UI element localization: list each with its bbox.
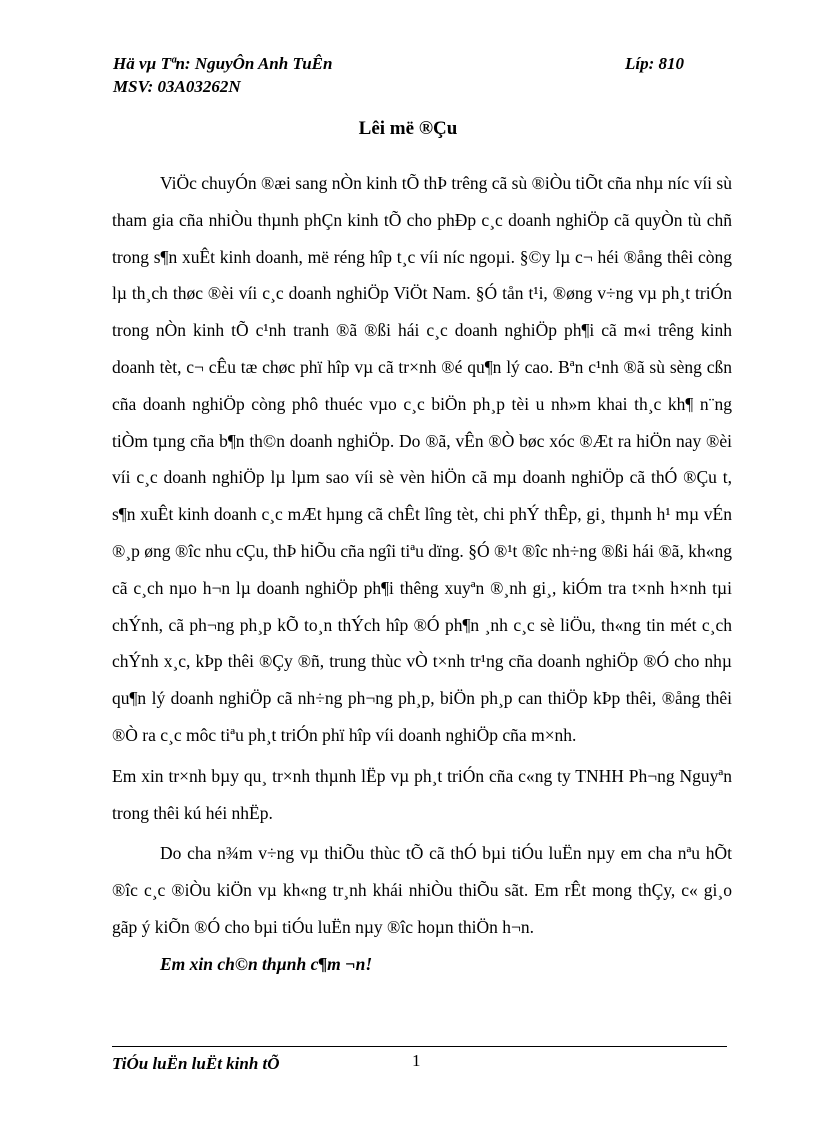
class-label: Líp: 810 <box>625 54 685 73</box>
paragraph-presentation: Em xin tr×nh bµy qu¸ tr×nh thµnh lËp vµ ph¸t triÓn cña c«ng ty TNHH Ph¬ng Nguyªn trong thêi kú héi nhËp. <box>112 765 732 823</box>
closing-thanks: Em xin ch©n thµnh c¶m ¬n! <box>160 953 373 974</box>
student-name: Hä vµ Tªn: NguyÔn Anh TuÊn <box>113 54 333 73</box>
page-number: 1 <box>412 1051 421 1070</box>
body-text <box>112 165 732 983</box>
footer-divider <box>112 1046 727 1047</box>
footer-title: TiÓu luËn luËt kinh tÕ <box>112 1054 280 1073</box>
paragraph-limitations: Do cha n¾m v÷ng vµ thiÕu thùc tÕ cã thÓ bµi tiÓu luËn nµy em cha nªu hÕt ®îc c¸c ®iÒu kiÖn vµ kh«ng tr¸nh khái nhiÒu thiÕu sãt. Em rÊt mong thÇy, c« gi¸o gãp ý kiÕn ®Ó cho bµi tiÓu luËn nµy ®îc hoµn thiÖn h¬n. <box>112 843 732 937</box>
paragraph-intro: ViÖc chuyÓn ®æi sang nÒn kinh tÕ thÞ trêng cã sù ®iÒu tiÕt cña nhµ níc víi sù tham gia cña nhiÒu thµnh phÇn kinh tÕ cho phÐp c¸c doanh nghiÖp cã quyÒn tù chñ trong s¶n xuÊt kinh doanh, më réng hîp t¸c víi níc ngoµi. §©y lµ c¬ héi ®ång thêi còng lµ th¸ch thøc ®èi víi c¸c doanh nghiÖp ViÖt Nam. §Ó tån t¹i, ®øng v÷ng vµ ph¸t triÓn trong nÒn kinh tÕ c¹nh tranh ®ã ®ßi hái c¸c doanh nghiÖp ph¶i cã m«i trêng kinh doanh tèt, c¬ cÊu tæ chøc phï hîp vµ cã tr×nh ®é qu¶n lý cao. Bªn c¹nh ®ã sù sèng cßn cña doanh nghiÖp còng phô thuéc vµo c¸c biÖn ph¸p tèi u nh»m khai th¸c kh¶ n¨ng tiÒm tµng cña b¶n th©n doanh nghiÖp. Do ®ã, vÊn ®Ò bøc xóc ®Æt ra hiÖn nay ®èi víi c¸c doanh nghiÖp lµ lµm sao víi sè vèn hiÖn cã mµ doanh nghiÖp cã thÓ ®Çu t, s¶n xuÊt kinh doanh c¸c mÆt hµng cã chÊt lîng tèt, chi phÝ thÊp, gi¸ thµnh h¹ mµ vÉn ®¸p øng ®îc nhu cÇu, thÞ hiÕu cña ngîi tiªu dïng. §Ó ®¹t ®îc nh÷ng ®ßi hái ®ã, kh«ng cã c¸ch nµo h¬n lµ doanh nghiÖp ph¶i thêng xuyªn ®¸nh gi¸, kiÓm tra t×nh h×nh tµi chÝnh, cã ph¬ng ph¸p kÕ to¸n thÝch hîp ®Ó ph¶n ¸nh c¸c sè liÖu, th«ng tin mét c¸ch chÝnh x¸c, kÞp thêi ®Çy ®ñ, trung thùc vÒ t×nh tr¹ng cña doanh nghiÖp ®Ó cho nhµ qu¶n lý doanh nghiÖp cã nh÷ng ph¬ng ph¸p, biÖn ph¸p can thiÖp kÞp thêi, ®ång thêi ®Ò ra c¸c môc tiªu ph¸t triÓn phï hîp víi doanh nghiÖp cña m×nh. <box>112 173 732 745</box>
page-title: Lêi më ®Çu <box>358 118 458 139</box>
student-id: MSV: 03A03262N <box>113 77 241 96</box>
